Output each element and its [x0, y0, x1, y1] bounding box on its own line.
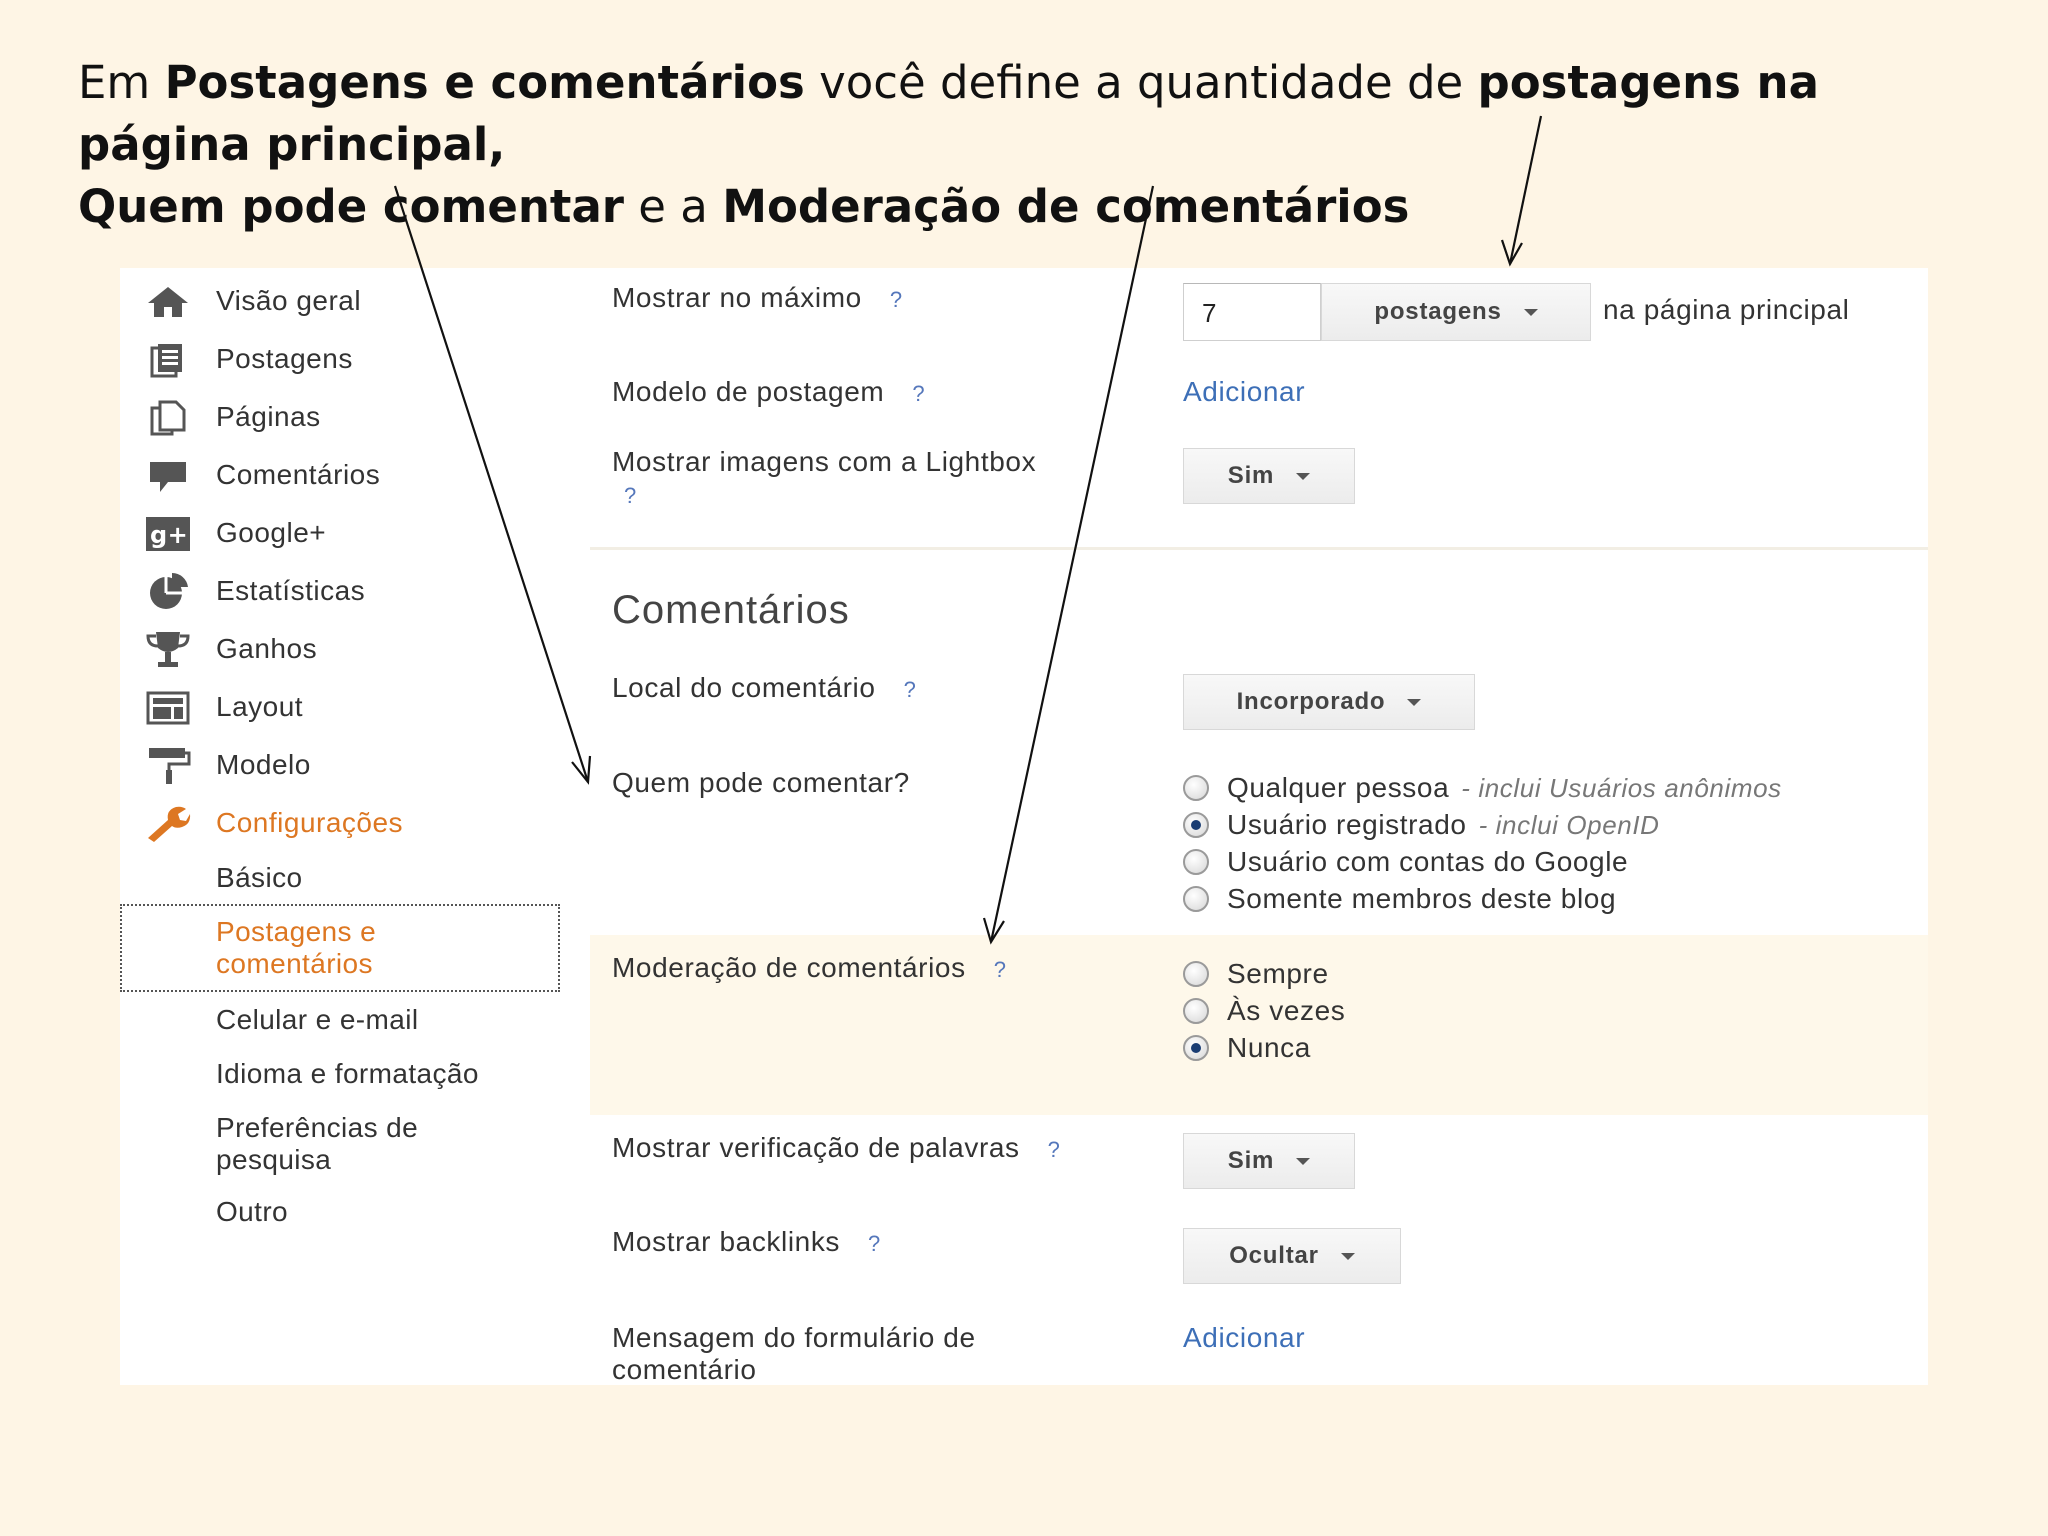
- who-option-label: Usuário registrado: [1227, 809, 1467, 840]
- comment-location-label-text: Local do comentário: [612, 672, 876, 703]
- sidebar-item-label: Modelo: [216, 749, 311, 780]
- caption-text-2: você define a quantidade de: [804, 56, 1478, 109]
- sidebar-item-label: Layout: [216, 691, 304, 722]
- sidebar-item-label: Configurações: [216, 807, 404, 838]
- svg-text:g+: g+: [150, 521, 189, 549]
- moderation-option-label: Sempre: [1227, 958, 1329, 989]
- comments-section-title: Comentários: [612, 588, 850, 632]
- help-icon[interactable]: ?: [1047, 1136, 1061, 1162]
- subnav-postagens-e-comentarios[interactable]: Postagens e comentários: [216, 916, 377, 979]
- form-message-label: Mensagem do formulário de comentário: [612, 1322, 976, 1385]
- subnav-idioma-e-formatacao[interactable]: Idioma e formatação: [216, 1058, 479, 1089]
- moderation-label-text: Moderação de comentários: [612, 952, 966, 983]
- who-option-label: Qualquer pessoa: [1227, 772, 1450, 803]
- arrow-to-moderation: [991, 186, 1153, 942]
- caption-text-1: Em: [78, 56, 165, 109]
- backlinks-value: Ocultar: [1229, 1242, 1319, 1269]
- subnav-preferencias-de-pesquisa[interactable]: Preferências de pesquisa: [216, 1112, 419, 1175]
- arrow-to-who-can-comment: [395, 186, 588, 782]
- caption-bold-3: Quem pode comentar: [78, 180, 624, 233]
- who-option-label: Usuário com contas do Google: [1227, 846, 1629, 877]
- sidebar-item-label: Visão geral: [216, 285, 362, 316]
- help-icon[interactable]: ?: [868, 1230, 881, 1256]
- post-template-label-text: Modelo de postagem: [612, 376, 885, 407]
- posts-unit-value: postagens: [1374, 298, 1502, 325]
- caption-text-3: e a: [624, 180, 723, 233]
- subnav-outro[interactable]: Outro: [216, 1196, 289, 1227]
- word-verification-label-text: Mostrar verificação de palavras: [612, 1132, 1020, 1163]
- comment-location-value: Incorporado: [1236, 688, 1386, 715]
- sidebar-item-label: Páginas: [216, 401, 321, 432]
- post-template-add-link[interactable]: Adicionar: [1183, 376, 1306, 407]
- help-icon[interactable]: ?: [993, 956, 1007, 982]
- form-message-add-link[interactable]: Adicionar: [1183, 1322, 1306, 1353]
- lightbox-label-text: Mostrar imagens com a Lightbox: [612, 446, 1037, 477]
- help-icon[interactable]: ?: [903, 676, 917, 702]
- subnav-basico[interactable]: Básico: [216, 862, 303, 893]
- sidebar-item-label: Estatísticas: [216, 575, 366, 606]
- sidebar-item-label: Postagens: [216, 343, 353, 374]
- help-icon[interactable]: ?: [624, 482, 637, 508]
- max-posts-input[interactable]: 7: [1183, 283, 1321, 341]
- sidebar-item-label: Ganhos: [216, 633, 318, 664]
- help-icon[interactable]: ?: [912, 380, 926, 406]
- max-posts-suffix: na página principal: [1603, 294, 1850, 325]
- who-option-label: Somente membros deste blog: [1227, 883, 1617, 914]
- lightbox-value: Sim: [1227, 462, 1275, 489]
- caption-bold-1: Postagens e comentários: [164, 56, 805, 109]
- word-verification-value: Sim: [1227, 1147, 1275, 1174]
- help-icon[interactable]: ?: [889, 286, 903, 312]
- who-can-comment-label: Quem pode comentar?: [612, 767, 910, 798]
- backlinks-label-text: Mostrar backlinks: [612, 1226, 841, 1257]
- arrow-to-max-posts: [1510, 116, 1541, 264]
- caption-bold-2: postagens na página principal,: [78, 56, 1819, 171]
- sidebar-item-label: Google+: [216, 517, 327, 548]
- sidebar-item-label: Comentários: [216, 459, 381, 490]
- caption-bold-4: Moderação de comentários: [722, 180, 1410, 233]
- max-posts-label-text: Mostrar no máximo: [612, 282, 862, 313]
- moderation-option-label: Às vezes: [1227, 995, 1346, 1026]
- who-option-note: - inclui OpenID: [1478, 809, 1660, 840]
- subnav-celular-e-email[interactable]: Celular e e-mail: [216, 1004, 419, 1035]
- who-option-note: - inclui Usuários anônimos: [1461, 772, 1782, 803]
- moderation-option-label: Nunca: [1227, 1032, 1311, 1063]
